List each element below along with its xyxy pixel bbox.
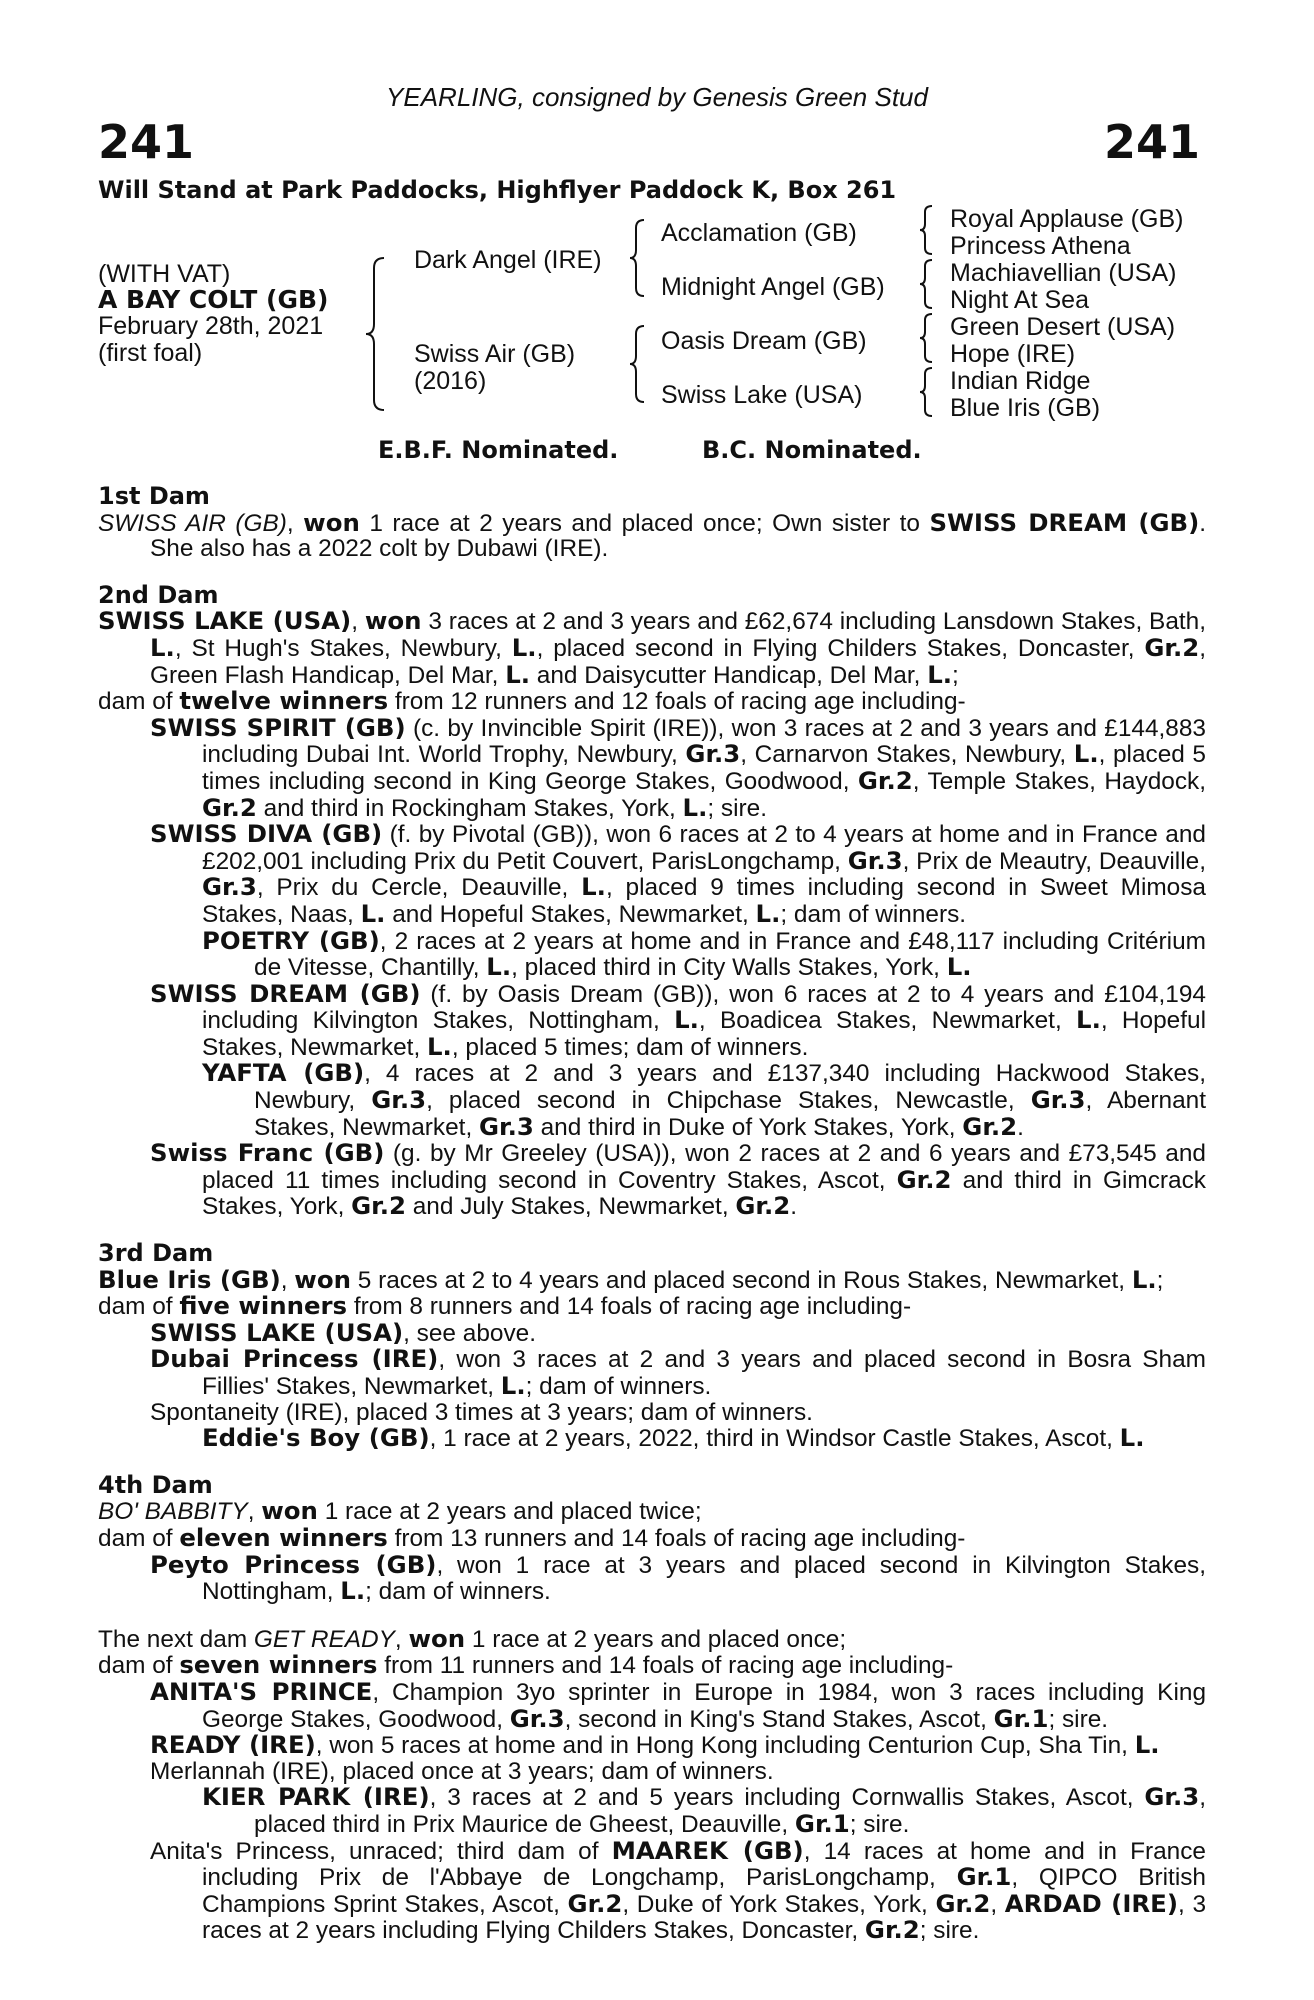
family-entry [98, 608, 1206, 688]
text-run: from 11 runners and 14 foals of racing age including- [377, 1652, 954, 1680]
family-entry [150, 1835, 1207, 1945]
text-run: ; sire. [707, 794, 767, 822]
bold-run: SWISS DREAM (GB) [929, 507, 1200, 537]
italic-run: GET READY [253, 1625, 395, 1653]
family-entry [98, 1293, 1206, 1320]
bold-run: Swiss Franc (GB) [150, 1138, 385, 1168]
text-run: , 3 races at 2 and 5 years including Cornwallis Stakes, Ascot, [429, 1784, 1145, 1812]
consignor-line: YEARLING, consigned by Genesis Green Stud [386, 82, 928, 112]
text-run: Anita's Princess, unraced; third dam of [150, 1837, 612, 1865]
horse-name: A BAY COLT (GB) [98, 285, 329, 314]
text-run: , [990, 1890, 1005, 1918]
bold-run: five winners [179, 1291, 348, 1321]
bold-run: L. [505, 659, 530, 689]
text-run: 5 races at 2 to 4 years and placed second in Rous Stakes, Newmarket, [350, 1266, 1132, 1294]
bold-run: Blue Iris (GB) [98, 1264, 281, 1294]
text-run: (c. by Invincible Spirit (IRE)), won 3 races at 2 and 3 years and £144,883 including Dubai Int. World Trophy, Newbury, [202, 714, 1207, 769]
bold-run: Gr.3 [847, 845, 903, 875]
family-entry [202, 1060, 1206, 1140]
dam-brace [628, 324, 648, 404]
bold-run: Gr.3 [509, 1703, 565, 1733]
bold-run: SWISS LAKE (USA) [150, 1317, 404, 1347]
gen3-6: Hope (IRE) [950, 340, 1076, 368]
bold-run: L. [1119, 1423, 1145, 1453]
text-run: , won 1 race at 3 years and placed second in Kilvington Stakes, Nottingham, [202, 1551, 1206, 1606]
bold-run: won [294, 1264, 351, 1294]
bold-run: SWISS SPIRIT (GB) [150, 712, 406, 742]
bold-run: Eddie's Boy (GB) [202, 1423, 430, 1453]
family-entry [98, 507, 1206, 563]
family-entry [150, 1140, 1206, 1220]
bold-run: Gr.3 [202, 872, 257, 902]
gen3-5: Green Desert (USA) [950, 313, 1176, 341]
text-run: , 1 race at 2 years, 2022, third in Windsor Castle Stakes, Ascot, [429, 1425, 1120, 1453]
gen3-4: Night At Sea [950, 286, 1089, 314]
text-run: and Daisycutter Handicap, Del Mar, [530, 661, 928, 689]
foaling-date: February 28th, 2021 [98, 312, 324, 340]
bold-run: won [261, 1496, 318, 1526]
family-entry [150, 1759, 1206, 1785]
text-run: , [280, 1266, 295, 1294]
bold-run: Gr.2 [857, 765, 913, 795]
text-run: , Boadicea Stakes, Newmarket, [698, 1007, 1077, 1035]
bold-run: L. [1134, 1730, 1160, 1760]
bold-run: Dubai Princess (IRE) [150, 1344, 439, 1374]
bold-run: won [408, 1623, 466, 1653]
text-run: , QIPCO British Champions Sprint Stakes, Ascot, [202, 1864, 1206, 1918]
text-run: , Prix de Meautry, Deauville, [902, 847, 1206, 875]
text-run: . [1017, 1113, 1024, 1141]
bold-run: L. [511, 632, 537, 662]
bold-run: L. [427, 1031, 452, 1061]
family-entry [150, 978, 1206, 1061]
bold-run: L. [674, 1005, 699, 1035]
bold-run: Gr.2 [1144, 632, 1200, 662]
text-run: , Temple Stakes, Haydock, [912, 767, 1206, 795]
bold-run: Peyto Princess (GB) [150, 1549, 437, 1579]
family-entry [150, 1317, 1206, 1347]
text-run: ; sire. [849, 1810, 910, 1838]
bold-run: L. [927, 659, 953, 689]
bold-run: KIER PARK (IRE) [202, 1782, 430, 1812]
text-run: ; sire. [1048, 1705, 1109, 1733]
family-entry [98, 1264, 1206, 1294]
lot-number-left: 241 [98, 115, 195, 169]
family-entry [98, 1522, 1206, 1552]
text-run: ; dam of winners. [525, 1373, 712, 1400]
family-entry [98, 1623, 1206, 1653]
section-heading: 4th Dam [98, 1470, 213, 1499]
family-entry [150, 1676, 1207, 1733]
text-run: dam of [98, 1524, 180, 1552]
text-run: from 12 runners and 12 foals of racing age including- [388, 688, 966, 716]
sire-sire: Acclamation (GB) [661, 219, 857, 247]
text-run: , [351, 608, 365, 636]
gen3-2: Princess Athena [950, 232, 1131, 260]
bold-run: eleven winners [179, 1522, 388, 1552]
lot-number-right: 241 [1103, 115, 1200, 169]
text-run: and third in Duke of York Stakes, York, [533, 1113, 963, 1141]
text-run: The next dam [98, 1625, 254, 1653]
text-run: , placed 5 times; dam of winners. [451, 1033, 809, 1061]
text-run: , placed second in Flying Childers Stakes, Doncaster, [536, 634, 1145, 662]
bold-run: Gr.2 [896, 1164, 952, 1194]
bold-run: Gr.3 [371, 1085, 427, 1115]
text-run: , [286, 509, 304, 537]
text-run: , 3 races at 2 years including Flying Childers Stakes, Doncaster, [202, 1890, 1207, 1945]
dam-section [98, 580, 1207, 1221]
text-run: , Green Flash Handicap, Del Mar, [150, 634, 1206, 689]
family-entry [98, 1498, 1206, 1525]
gen3-8: Blue Iris (GB) [950, 394, 1101, 422]
bold-run: SWISS DREAM (GB) [150, 978, 421, 1008]
bold-run: Gr.3 [479, 1111, 534, 1141]
vat-note: (WITH VAT) [98, 260, 231, 288]
text-run: , [247, 1498, 262, 1526]
bold-run: L. [500, 1371, 526, 1400]
sire-name: Dark Angel (IRE) [414, 246, 602, 274]
text-run: , 14 races at home and in France including Prix de l'Abbaye de Longchamp, ParisLongchamp, [202, 1837, 1206, 1892]
bold-run: Gr.2 [735, 1191, 791, 1221]
italic-run: SWISS AIR (GB) [98, 509, 287, 537]
sire-dam: Midnight Angel (GB) [661, 273, 885, 301]
bold-run: YAFTA (GB) [202, 1058, 365, 1088]
text-run: , 4 races at 2 and 3 years and £137,340 including Hackwood Stakes, Newbury, [254, 1060, 1206, 1115]
family-entry [98, 1652, 1206, 1679]
brace-g34 [918, 258, 936, 310]
text-run: ; [1156, 1266, 1164, 1294]
bold-run: Gr.2 [864, 1915, 920, 1945]
text-run: ; sire. [919, 1917, 980, 1945]
text-run: , see above. [403, 1319, 536, 1347]
bold-run: L. [946, 952, 972, 982]
bold-run: Gr.2 [567, 1888, 623, 1918]
gen3-7: Indian Ridge [950, 367, 1091, 395]
bold-run: won [364, 606, 422, 636]
bold-run: twelve winners [179, 686, 389, 716]
bold-run: Gr.1 [993, 1703, 1049, 1733]
text-run: . She also has a 2022 colt by Dubawi (IRE). [150, 509, 1206, 563]
text-run: and July Stakes, Newmarket, [405, 1193, 736, 1221]
text-run: (g. by Mr Greeley (USA)), won 2 races at 2 and 6 years and £73,545 and placed 11 times including second in Coventry Stakes, Ascot, [202, 1140, 1206, 1194]
family-entry [98, 688, 1206, 715]
bold-run: L. [755, 898, 781, 928]
dam-name: Swiss Air (GB) [414, 340, 576, 368]
dam-dam: Swiss Lake (USA) [661, 381, 863, 409]
dam-section [98, 1241, 1206, 1452]
text-run: , placed second in Chipchase Stakes, Newcastle, [426, 1087, 1031, 1115]
ebf-nomination: E.B.F. Nominated. [378, 436, 619, 464]
bold-run: L. [682, 792, 708, 822]
bold-run: seven winners [179, 1650, 378, 1680]
bold-run: Gr.2 [202, 792, 257, 822]
text-run: from 8 runners and 14 foals of racing age including- [347, 1293, 912, 1321]
family-entry [202, 925, 1206, 982]
text-run: , placed third in City Walls Stakes, York, [511, 954, 947, 982]
family-entry [150, 1732, 1206, 1759]
family-entry [202, 1784, 1206, 1837]
brace-g12 [918, 204, 936, 256]
bold-run: MAAREK (GB) [611, 1835, 804, 1865]
text-run: from 13 runners and 14 foals of racing age including- [387, 1524, 966, 1552]
bold-run: L. [1073, 739, 1099, 769]
bold-run: L. [340, 1576, 366, 1606]
dam-year: (2016) [414, 367, 487, 395]
text-run: , won 3 races at 2 and 3 years and placed second in Bosra Sham Fillies' Stakes, Newmarket, [202, 1346, 1206, 1400]
bold-run: SWISS DIVA (GB) [150, 819, 383, 849]
text-run: , 2 races at 2 years at home and in France and £48,117 including Critérium de Vitesse, Chantilly, [254, 927, 1206, 982]
text-run: ; dam of winners. [780, 900, 967, 928]
dam-section [98, 1470, 1206, 1606]
text-run: , Champion 3yo sprinter in Europe in 1984, won 3 races including King George Stakes, Goodwood, [202, 1678, 1207, 1733]
text-run: and Hopeful Stakes, Newmarket, [385, 900, 756, 928]
bold-run: L. [581, 872, 606, 902]
sire-brace [628, 218, 648, 298]
text-run: Spontaneity (IRE), placed 3 times at 3 years; dam of winners. [150, 1398, 813, 1426]
family-entry [150, 712, 1207, 822]
text-run: , Duke of York Stakes, York, [622, 1890, 936, 1918]
text-run: dam of [98, 1293, 180, 1321]
section-heading: 1st Dam [98, 482, 210, 510]
text-run: 3 races at 2 and 3 years and £62,674 including Lansdown Stakes, Bath, [421, 608, 1207, 636]
section-heading: 3rd Dam [98, 1239, 214, 1268]
bold-run: Gr.3 [1030, 1085, 1086, 1115]
text-run: , [394, 1625, 409, 1653]
brace-g78 [918, 366, 936, 418]
text-run: . [790, 1193, 797, 1221]
bold-run: READY (IRE) [150, 1730, 316, 1760]
text-run: , Abernant Stakes, Newmarket, [254, 1087, 1207, 1141]
bold-run: L. [150, 632, 175, 662]
bold-run: L. [1131, 1264, 1157, 1294]
text-run: , second in King's Stand Stakes, Ascot, [564, 1705, 994, 1733]
bc-nomination: B.C. Nominated. [702, 436, 922, 464]
brace-g56 [918, 312, 936, 364]
bold-run: L. [1076, 1005, 1101, 1035]
stand-location: Will Stand at Park Paddocks, Highflyer Paddock K, Box 261 [98, 176, 897, 204]
text-run: dam of [98, 1652, 180, 1680]
female-family [98, 484, 1206, 1944]
main-brace [364, 256, 388, 412]
text-run: Merlannah (IRE), placed once at 3 years; dam of winners. [150, 1757, 774, 1785]
bold-run: POETRY (GB) [202, 925, 380, 955]
bold-run: Gr.3 [685, 739, 741, 769]
foal-note: (first foal) [98, 339, 203, 367]
gen3-1: Royal Applause (GB) [950, 205, 1184, 233]
text-run: , won 5 races at home and in Hong Kong including Centurion Cup, Sha Tin, [315, 1732, 1135, 1760]
bold-run: SWISS LAKE (USA) [98, 606, 352, 636]
bold-run: Gr.1 [956, 1862, 1012, 1892]
family-entry [150, 821, 1206, 927]
family-entry [150, 1400, 1206, 1426]
text-run: dam of [98, 688, 180, 716]
text-run: , Prix du Cercle, Deauville, [256, 874, 582, 902]
bold-run: Gr.1 [794, 1808, 850, 1838]
text-run: , placed 9 times including second in Sweet Mimosa Stakes, Naas, [202, 874, 1207, 928]
section-heading: 2nd Dam [98, 580, 219, 609]
dam-section [98, 1623, 1207, 1945]
text-run: , placed third in Prix Maurice de Gheest, Deauville, [254, 1784, 1206, 1838]
gen3-3: Machiavellian (USA) [950, 259, 1177, 287]
text-run: , Hopeful Stakes, Newmarket, [202, 1007, 1206, 1061]
bold-run: L. [360, 898, 386, 928]
family-entry [202, 1425, 1206, 1452]
italic-run: BO' BABBITY [98, 1498, 248, 1526]
text-run: and third in Gimcrack Stakes, York, [202, 1166, 1206, 1221]
bold-run: Gr.2 [935, 1888, 991, 1918]
text-run: , Carnarvon Stakes, Newbury, [740, 741, 1074, 769]
text-run: ; dam of winners. [365, 1578, 551, 1606]
family-entry [150, 1549, 1206, 1606]
bold-run: L. [486, 952, 512, 982]
text-run: 1 race at 2 years and placed once; [465, 1625, 847, 1653]
bold-run: Gr.3 [1144, 1782, 1200, 1812]
text-run: 1 race at 2 years and placed once; Own sister to [359, 509, 930, 537]
bold-run: won [303, 507, 360, 537]
text-run: 1 race at 2 years and placed twice; [317, 1498, 702, 1526]
dam-sire: Oasis Dream (GB) [661, 327, 867, 355]
bold-run: ARDAD (IRE) [1004, 1888, 1178, 1918]
text-run: , placed 5 times including second in King George Stakes, Goodwood, [202, 741, 1207, 795]
text-run: and third in Rockingham Stakes, York, [256, 794, 683, 822]
family-entry [150, 1346, 1206, 1399]
text-run: , St Hugh's Stakes, Newbury, [174, 634, 512, 662]
dam-section [98, 484, 1206, 562]
text-run: (f. by Pivotal (GB)), won 6 races at 2 to 4 years at home and in France and £202,001 including Prix du Petit Couvert, ParisLongchamp, [202, 821, 1206, 875]
text-run: (f. by Oasis Dream (GB)), won 6 races at 2 to 4 years and £104,194 including Kilvington Stakes, Nottingham, [202, 980, 1206, 1035]
bold-run: ANITA'S PRINCE [150, 1676, 373, 1706]
text-run: ; [952, 661, 959, 689]
bold-run: Gr.2 [962, 1111, 1018, 1141]
bold-run: Gr.2 [351, 1191, 406, 1221]
